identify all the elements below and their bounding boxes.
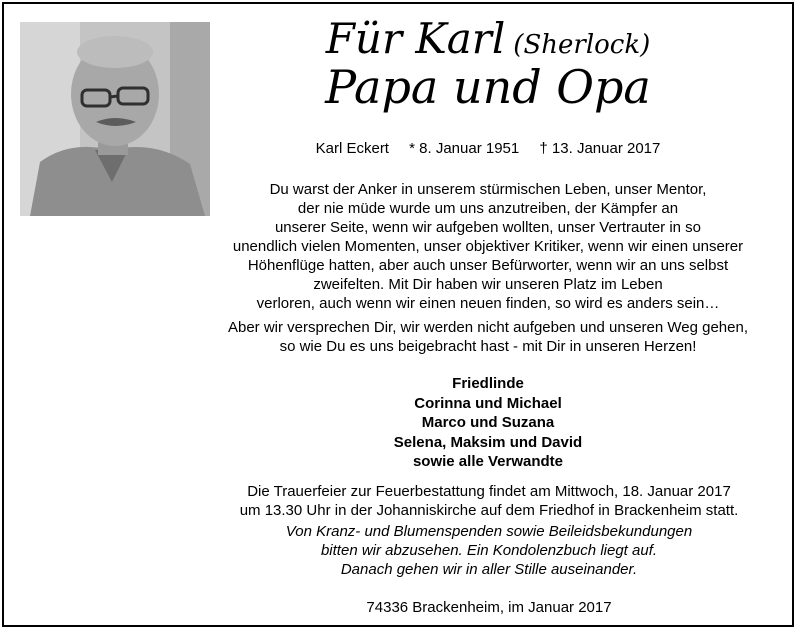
headline [214, 14, 762, 114]
deceased-name: Karl Eckert [315, 140, 389, 157]
headline-line1: Für Karl (Sherlock) [325, 14, 651, 63]
nickname: (Sherlock) [513, 30, 651, 60]
birth-date: * 8. Januar 1951 [409, 140, 520, 157]
death-date: † 13. Januar 2017 [539, 140, 661, 157]
place-and-date: 74336 Brackenheim, im Januar 2017 [366, 599, 612, 616]
tribute-text: Du warst der Anker in unserem stürmischen Leben, unser Mentor, der nie müde wurde um uns anzutreiben, der Kämpfer an unserer Seite, wenn wir aufgeben wollten, unser Vertrauter in so unendlich vielen Momenten, unser objektiver Kritiker, wenn wir einen unserer Höhenflüge hatten, aber auch unser Befürworter, wenn wir an uns selbst zweifelten. Mit Dir haben wir unseren Platz im Leben verloren, auch wenn wir einen neuen finden, so wird es anders sein… [232, 181, 744, 312]
mourners-list [209, 374, 767, 472]
obituary-card [2, 2, 794, 627]
life-dates [214, 140, 762, 157]
mourner: sowie alle Verwandte [412, 453, 564, 470]
requests-text: Von Kranz- und Blumenspenden sowie Beileidsbekundungen bitten wir abzusehen. Ein Kondolenzbuch liegt auf. Danach gehen wir in aller Stille auseinander. [285, 523, 693, 578]
mourner: Corinna und Michael [414, 394, 562, 412]
promise-text: Aber wir versprechen Dir, wir werden nicht aufgeben und unseren Weg gehen, so wie Du es uns beigebracht hast - mit Dir in unseren Herzen! [227, 319, 749, 355]
mourner: Friedlinde [452, 375, 524, 392]
mourner: Marco und Suzana [421, 414, 555, 431]
headline-line2: Papa und Opa [325, 60, 651, 114]
service-info: Die Trauerfeier zur Feuerbestattung findet am Mittwoch, 18. Januar 2017 um 13.30 Uhr in der Johanniskirche auf dem Friedhof in Brackenheim statt. [239, 483, 739, 519]
portrait-photo [20, 22, 210, 216]
mourner: Selena, Maksim und David [393, 433, 583, 451]
